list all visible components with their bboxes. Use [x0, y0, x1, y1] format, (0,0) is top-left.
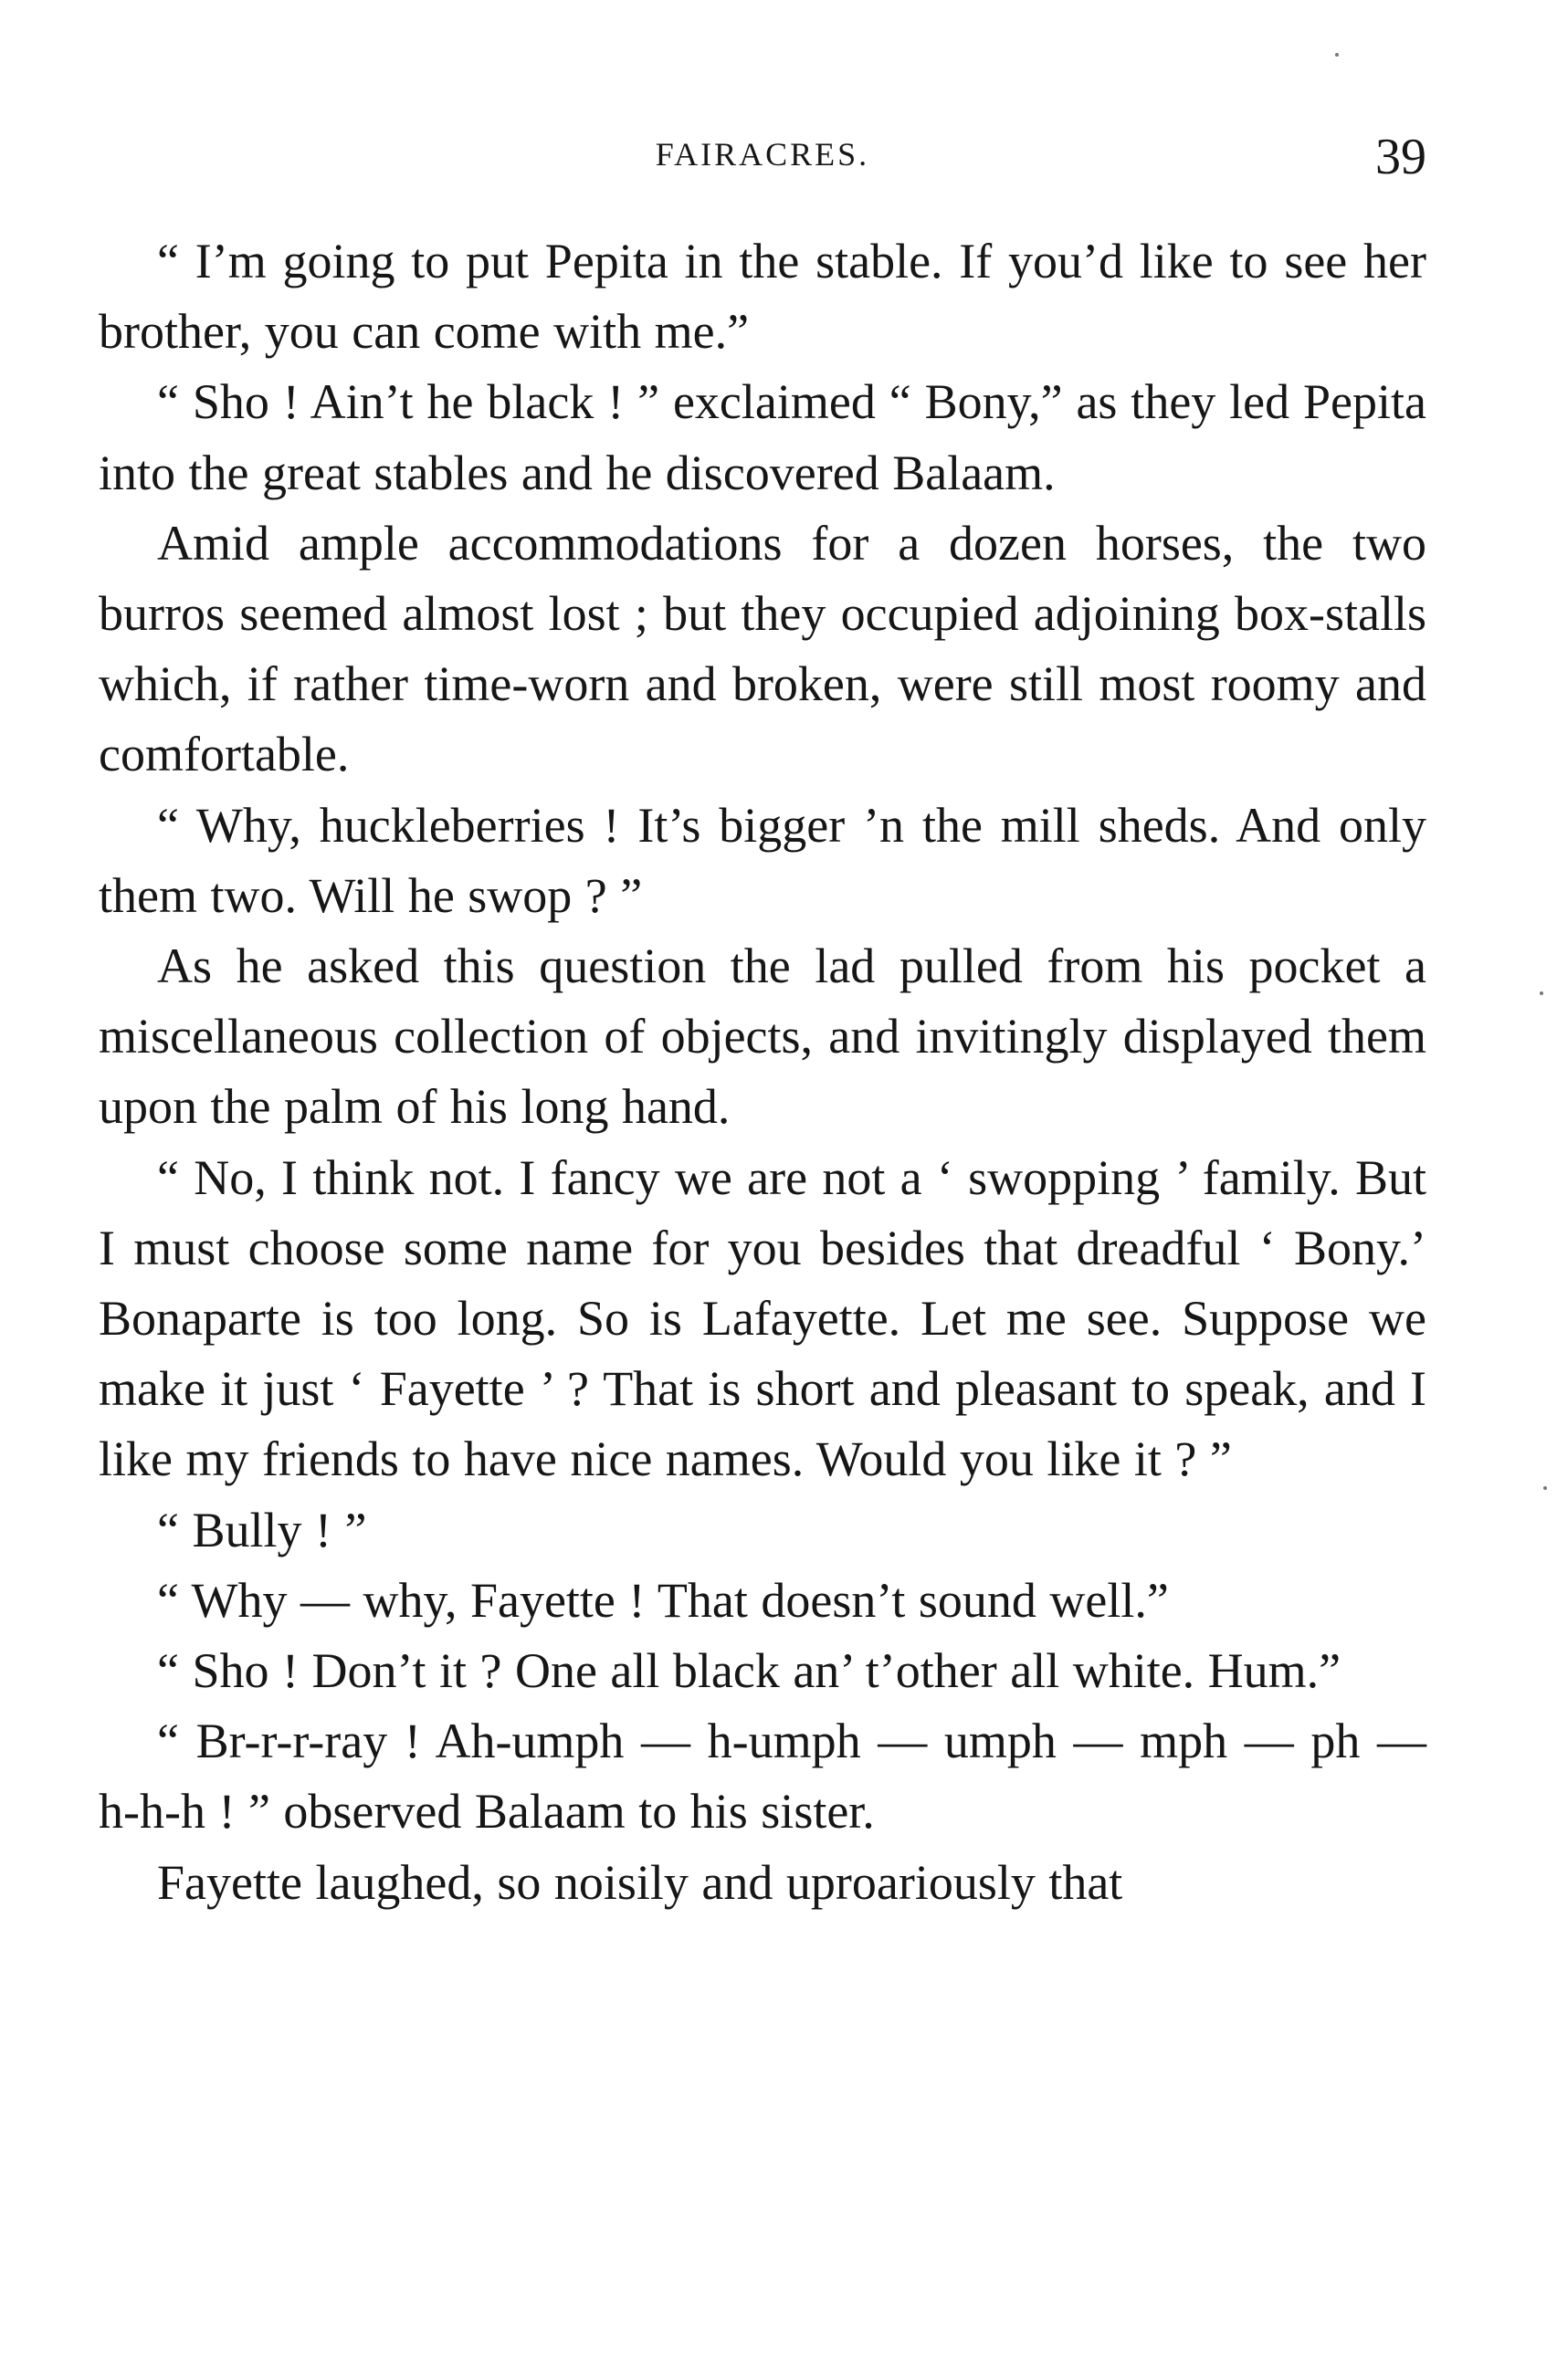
paragraph-2: “ Sho ! Ain’t he black ! ” exclaimed “ Bony,” as they led Pepita into the great stables and he discovered Balaam. [99, 374, 1426, 500]
paragraph-7: “ Bully ! ” [157, 1502, 367, 1557]
print-speck [1335, 53, 1339, 57]
running-head [99, 128, 1426, 192]
paragraph-4: “ Why, huckleberries ! It’s bigger ’n the mill sheds. And only them two. Will he swop ? ” [99, 797, 1426, 923]
paragraph-5: As he asked this question the lad pulled from his pocket a miscellaneous collection of objects, and invitingly displayed them upon the palm of his long hand. [99, 938, 1426, 1135]
paragraph-9: “ Sho ! Don’t it ? One all black an’ t’other all white. Hum.” [157, 1643, 1341, 1699]
page-number: 39 [1375, 129, 1426, 185]
paragraph-6: “ No, I think not. I fancy we are not a ‘ swopping ’ family. But I must choose some name for you besides that dreadful ‘ Bony.’ Bonaparte is too long. So is Lafayette. Let me see. Suppose we make it just ‘ Fayette ’ ? That is short and pleasant to speak, and I like my friends to have nice names. Would you like it ? ” [99, 1149, 1426, 1487]
paragraph-10: “ Br-r-r-ray ! Ah-umph — h-umph — umph — mph — ph — h-h-h ! ” observed Balaam to his sister. [99, 1714, 1426, 1840]
paragraph-3: Amid ample accommodations for a dozen horses, the two burros seemed almost lost ; but they occupied adjoining box-stalls which, if rather time-worn and broken, were still most roomy and comfortable. [99, 515, 1426, 782]
paragraph-11: Fayette laughed, so noisily and uproariously that [157, 1854, 1123, 1910]
paragraph-1: “ I’m going to put Pepita in the stable. If you’d like to see her brother, you can come with me.” [99, 234, 1426, 360]
paragraph-8: “ Why — why, Fayette ! That doesn’t sound well.” [157, 1572, 1169, 1628]
print-speck [1540, 991, 1543, 995]
print-speck [1543, 1486, 1547, 1490]
body-text [99, 226, 1426, 1918]
running-title: FAIRACRES. [655, 136, 870, 173]
